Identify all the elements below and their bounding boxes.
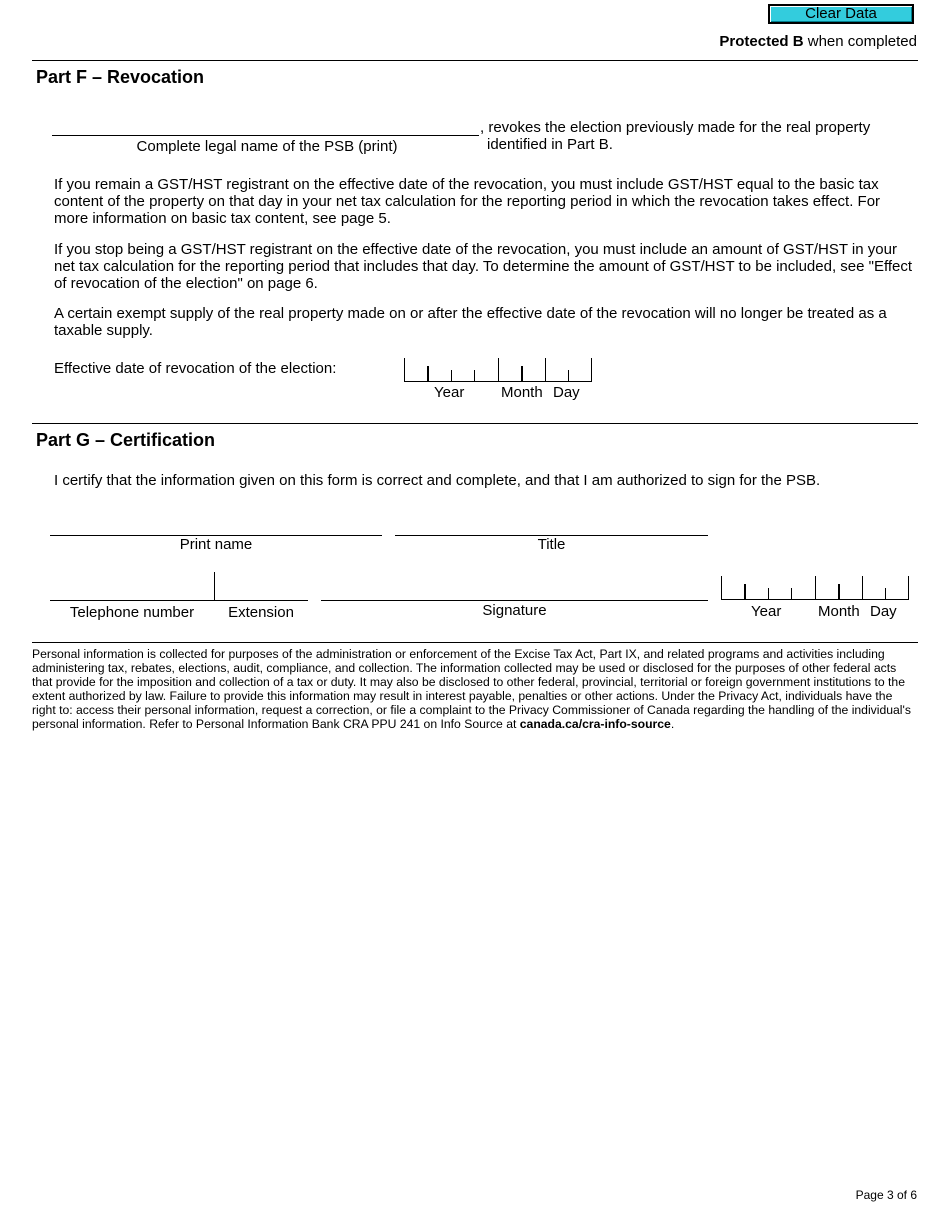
signature-date-year-label: Year [751, 603, 782, 620]
psb-name-label: Complete legal name of the PSB (print) [136, 138, 398, 155]
extension-divider [214, 572, 215, 600]
signature-date-input[interactable] [721, 576, 909, 600]
privacy-end: . [670, 717, 675, 731]
revokes-line-2: identified in Part B. [487, 136, 613, 153]
effective-date-month-label: Month [501, 384, 543, 401]
revocation-paragraph-3: A certain exempt supply of the real property made on or after the effective date of the revocation will no longer be treated as a taxable supply. [54, 305, 887, 339]
protected-b-suffix: when completed [803, 33, 917, 50]
signature-field[interactable] [321, 600, 708, 601]
certification-text: I certify that the information given on this form is correct and complete, and that I am authorized to sign for the PSB. [54, 472, 821, 489]
signature-date-month-label: Month [818, 603, 860, 620]
protected-b-label: Protected B [719, 33, 804, 50]
privacy-text: Personal information is collected for purposes of the administration or enforcement of the Excise Tax Act, Part IX, and related programs and activities including administering tax, rebates, elections, audit, compliance, and collection. The information collected may be used or disclosed for the purposes of other federal acts that provide for the imposition and collection of a tax or duty. It may also be disclosed to other federal, provincial, territorial or foreign government institutions to the extent authorized by law. Failure to provide this information may result in interest payable, penalties or other actions. Under the Privacy Act, individuals have the right to: access their personal information, request a correction, or file a complaint to the Privacy Commissioner of Canada regarding the handling of the individual's personal information. Refer to Personal Information Bank CRA PPU 241 on Info Source at [32, 647, 911, 731]
page-number: Page 3 of 6 [855, 1188, 917, 1202]
revokes-line-1: , revokes the election previously made for the real property [480, 119, 871, 136]
clear-data-button[interactable]: Clear Data [768, 4, 914, 24]
protected-b-notice [719, 33, 917, 50]
part-f-title: Part F – Revocation [36, 67, 205, 87]
revocation-paragraph-1: If you remain a GST/HST registrant on the effective date of the revocation, you must include GST/HST equal to the basic tax content of the property on that day in your net tax calculation for the reporting period in which the revocation takes effect. For more information on basic tax content, see page 5. [54, 176, 881, 227]
divider [32, 60, 918, 61]
divider [32, 423, 918, 424]
divider [32, 642, 918, 643]
signature-label: Signature [482, 602, 547, 619]
info-source-link[interactable]: canada.ca/cra-info-source [519, 717, 671, 731]
print-name-label: Print name [179, 536, 253, 553]
effective-date-day-label: Day [553, 384, 580, 401]
privacy-notice [32, 647, 918, 731]
extension-field[interactable] [214, 600, 308, 601]
part-g-title: Part G – Certification [36, 430, 216, 450]
signature-date-day-label: Day [870, 603, 897, 620]
revocation-paragraph-2: If you stop being a GST/HST registrant on the effective date of the revocation, you must include an amount of GST/HST in your net tax calculation for the reporting period that includes that day. To determine the amount of GST/HST to be included, see "Effect of revocation of the election" on page 6. [54, 241, 913, 292]
extension-label: Extension [228, 604, 294, 621]
revokes-text [480, 119, 920, 153]
effective-date-year-label: Year [434, 384, 465, 401]
telephone-label: Telephone number [69, 604, 195, 621]
telephone-field[interactable] [50, 600, 214, 601]
effective-date-input[interactable] [404, 358, 592, 382]
effective-date-label: Effective date of revocation of the election: [54, 360, 337, 377]
psb-name-field[interactable] [52, 135, 479, 136]
title-label: Title [537, 536, 566, 553]
